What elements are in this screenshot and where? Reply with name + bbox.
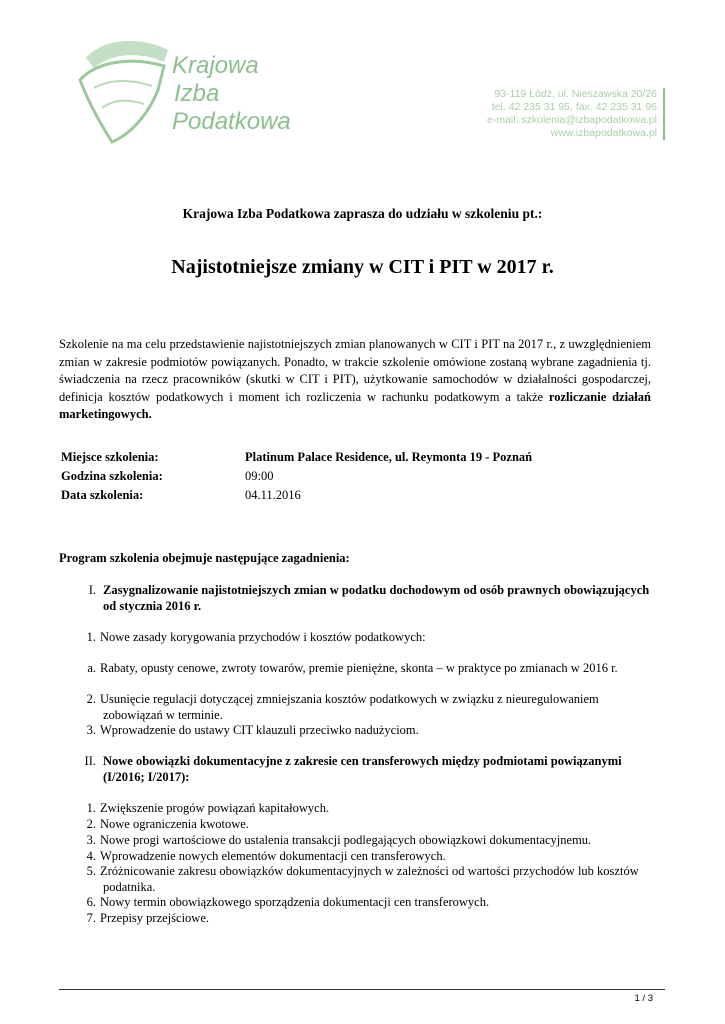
item-number: 2.: [86, 817, 96, 831]
item-text: Wprowadzenie nowych elementów dokumentacji cen transferowych.: [100, 849, 446, 863]
logo-emblem-icon: [72, 28, 182, 148]
logo: [72, 28, 312, 158]
detail-label: Data szkolenia:: [61, 488, 144, 502]
item-text: Wprowadzenie do ustawy CIT klauzuli przeciwko nadużyciom.: [100, 723, 419, 737]
contact-phone: tel. 42 235 31 95, fax. 42 235 31 96: [491, 101, 657, 113]
footer-divider: [59, 989, 665, 990]
detail-label: Godzina szkolenia:: [61, 469, 163, 483]
item-number: a.: [87, 661, 96, 675]
section-title-line: Zasygnalizowanie najistotniejszych zmian w podatku dochodowym od osób prawnych obowiązujących: [103, 583, 650, 597]
item-number: 6.: [86, 895, 96, 909]
item-number: 2.: [86, 692, 96, 706]
item-text: Nowe ograniczenia kwotowe.: [100, 817, 249, 831]
item-text: zobowiązań w terminie.: [103, 708, 223, 722]
item-text: Zwiększenie progów powiązań kapitałowych.: [100, 801, 330, 815]
item-number: 5.: [86, 864, 96, 878]
section-number: II.: [84, 754, 96, 768]
item-text: Zróżnicowanie zakresu obowiązków dokumentacyjnych w zależności od wartości przychodów lub kosztów: [100, 864, 639, 878]
item-number: 1.: [86, 801, 96, 815]
item-text: Usunięcie regulacji dotyczącej zmniejszania kosztów podatkowych w związku z nieuregulowaniem: [100, 692, 599, 706]
item-number: 7.: [86, 911, 96, 925]
page-number: 1 / 3: [634, 993, 653, 1004]
intro-bold-tail: rozliczanie działań marketingowych.: [59, 389, 651, 421]
logo-word-1: Krajowa: [172, 52, 259, 79]
item-text: Przepisy przejściowe.: [100, 911, 209, 925]
item-number: 1.: [86, 630, 96, 644]
contact-info: [487, 88, 665, 140]
detail-value: 04.11.2016: [245, 488, 301, 502]
section-title-line: od stycznia 2016 r.: [103, 599, 202, 613]
program-heading: Program szkolenia obejmuje następujące zagadnienia:: [59, 551, 350, 565]
item-number: 3.: [86, 723, 96, 737]
contact-website[interactable]: www.izbapodatkowa.pl: [550, 127, 657, 139]
item-text: Nowy termin obowiązkowego sporządzenia dokumentacji cen transferowych.: [100, 895, 490, 909]
item-number: 4.: [86, 849, 96, 863]
contact-email[interactable]: e-mail: szkolenia@izbapodatkowa.pl: [487, 114, 657, 126]
contact-address: 93-119 Łódź, ul. Nieszawska 20/26: [494, 88, 657, 100]
item-text: Nowe zasady korygowania przychodów i kosztów podatkowych:: [100, 630, 426, 644]
item-text: Rabaty, opusty cenowe, zwroty towarów, premie pieniężne, skonta – w praktyce po zmianach w 2016 r.: [100, 661, 618, 675]
logo-word-3: Podatkowa: [172, 108, 291, 135]
intro-paragraph: [59, 336, 651, 424]
item-number: 3.: [86, 833, 96, 847]
logo-word-2: Izba: [174, 80, 220, 107]
intro-text: Szkolenie na ma celu przedstawienie najistotniejszych zmian planowanych w CIT i PIT na 2017 r., z uwzględnieniem zmian w zakresie podmiotów powiązanych. Ponadto, w trakcie szkolenie omówione zostaną wybrane zagadnienia tj. świadczenia na rzecz pracowników (skutki w CIT i PIT), użytkowanie samochodów w działalności gospodarczej, definicja kosztów podatkowych i moment ich rozliczenia w rachunku podatkowym a także: [59, 337, 651, 404]
invite-line: Krajowa Izba Podatkowa zaprasza do udziału w szkoleniu pt.:: [182, 206, 543, 221]
item-text: Nowe progi wartościowe do ustalenia transakcji podlegających obowiązkowi dokumentacyjnemu.: [100, 833, 592, 847]
page-title: Najistotniejsze zmiany w CIT i PIT w 2017 r.: [171, 256, 554, 278]
section-number: I.: [88, 583, 96, 597]
section-title-line: Nowe obowiązki dokumentacyjne z zakresie cen transferowych między podmiotami powiązanymi: [103, 754, 622, 768]
detail-label: Miejsce szkolenia:: [61, 450, 159, 464]
detail-value: Platinum Palace Residence, ul. Reymonta 19 - Poznań: [245, 450, 533, 464]
section-title-line: (I/2016; I/2017):: [103, 770, 190, 784]
detail-value: 09:00: [245, 469, 274, 483]
item-text: podatnika.: [103, 880, 156, 894]
